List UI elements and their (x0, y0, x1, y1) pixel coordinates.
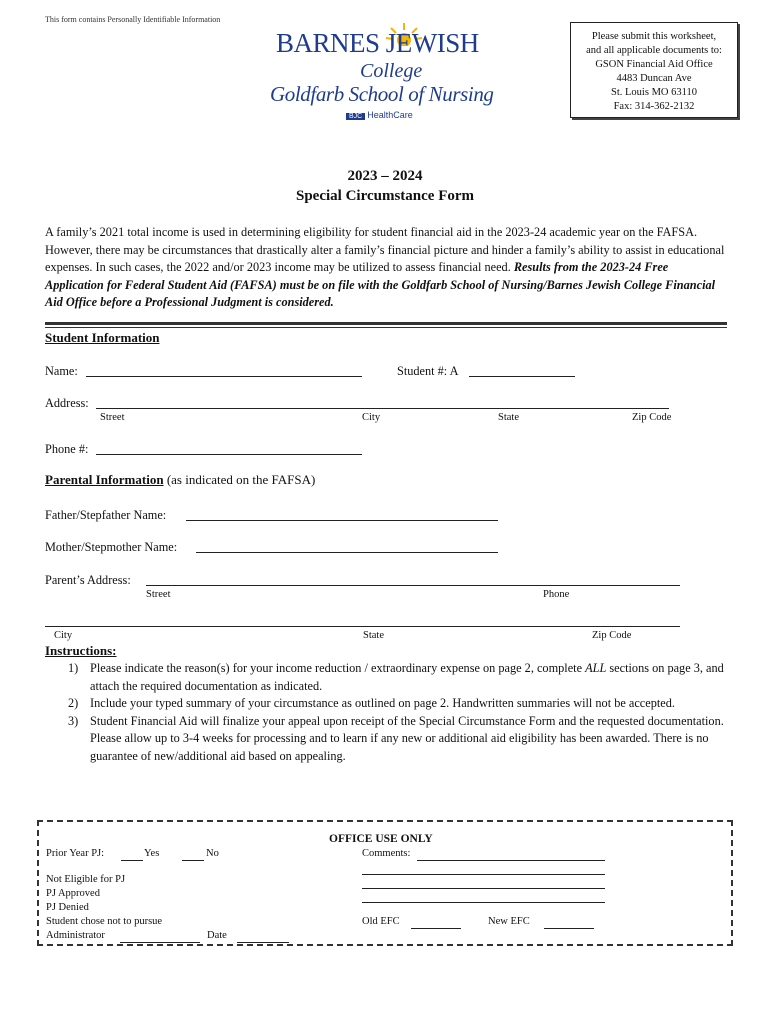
instruction-text-end: sections on page 3, and attach the required documentation as indicated. (90, 661, 724, 693)
logo-healthcare: HealthCare (367, 110, 413, 120)
administrator-field[interactable] (120, 942, 200, 943)
prior-year-no-field[interactable] (182, 860, 204, 861)
parent-address-field[interactable] (146, 585, 680, 586)
logo-line-1: BARNES JEWISH (276, 28, 479, 58)
name-field[interactable] (86, 376, 362, 377)
mother-name-field[interactable] (196, 552, 498, 553)
old-efc-label: Old EFC (362, 916, 400, 927)
instruction-text: Student Financial Aid will finalize your appeal upon receipt of the Special Circumstance Form and the requested documentation. Please allow up to 3-4 weeks for processing and to learn if any new or additional aid eligibility has been awarded. There is no guarantee of new/additional aid based on appealing. (90, 713, 724, 763)
parent-state-caption: State (363, 630, 384, 641)
college-logo (268, 22, 500, 126)
submit-line: St. Louis MO 63110 (611, 87, 697, 98)
form-year: 2023 – 2024 (347, 168, 423, 184)
father-name-field[interactable] (186, 520, 498, 521)
instruction-text: Please indicate the reason(s) for your income reduction / extraordinary expense on page 2, complete (90, 661, 586, 675)
parent-info-heading: Parental Information (45, 472, 164, 487)
comments-line-1[interactable] (417, 860, 605, 861)
divider-thin (45, 327, 727, 328)
comments-line-4[interactable] (362, 902, 605, 903)
address-label: Address: (45, 396, 89, 410)
office-use-box (37, 820, 733, 946)
submit-line: and all applicable documents to: (586, 45, 722, 56)
form-title: Special Circumstance Form (295, 188, 475, 204)
parent-city-caption: City (54, 630, 73, 641)
submit-line: Fax: 314-362-2132 (613, 101, 695, 112)
instruction-item (45, 713, 725, 766)
father-label: Father/Stepfather Name: (45, 508, 167, 522)
instruction-number: 1) (68, 661, 79, 675)
submit-address-box (570, 22, 738, 118)
instruction-text: Include your typed summary of your circumstance as outlined on page 2. Handwritten summaries will not be accepted. (90, 696, 675, 710)
prior-year-yes-field[interactable] (121, 860, 143, 861)
logo-line-2: College (360, 60, 423, 82)
student-number-label: Student #: A (397, 364, 459, 378)
instruction-number: 2) (68, 696, 79, 710)
comments-line-2[interactable] (362, 874, 605, 875)
not-pursue-label: Student chose not to pursue (46, 916, 163, 927)
pii-notice: This form contains Personally Identifiable Information (45, 15, 221, 24)
prior-year-yes-label: Yes (144, 848, 160, 859)
instruction-item (45, 695, 725, 713)
intro-paragraph (45, 224, 725, 312)
comments-line-3[interactable] (362, 888, 605, 889)
prior-year-no-label: No (206, 848, 219, 859)
submit-line: 4483 Duncan Ave (616, 73, 692, 84)
instruction-item (45, 660, 725, 695)
parent-zip-caption: Zip Code (592, 630, 632, 641)
intro-bold-note: Results from the 2023-24 Free Application for Federal Student Aid (FAFSA) must be on file with the Goldfarb School of Nursing/Barnes Jewish College Financial Aid Office before a Professional Judgment is considered. (45, 260, 716, 309)
administrator-label: Administrator (46, 930, 105, 941)
date-label: Date (207, 930, 227, 941)
instructions-heading: Instructions: (45, 643, 117, 658)
new-efc-label: New EFC (488, 916, 530, 927)
comments-label: Comments: (362, 848, 411, 859)
intro-text: A family’s 2021 total income is used in determining eligibility for student financial aid in the 2023-24 academic year on the FAFSA. However, there may be circumstances that drastically alter a family’s financial picture and hinder a family’s ability to assist in educational expenses. In such cases, the 2022 and/or 2023 income may be utilized to assess financial need. (45, 225, 725, 274)
student-info-heading: Student Information (45, 330, 160, 345)
parent-phone-caption: Phone (543, 589, 570, 600)
logo-badge: BJC (346, 113, 365, 120)
logo-line-3: Goldfarb School of Nursing (270, 82, 494, 106)
date-field[interactable] (237, 942, 289, 943)
mother-label: Mother/Stepmother Name: (45, 540, 178, 554)
instruction-emphasis: ALL (585, 661, 607, 675)
phone-label: Phone #: (45, 442, 89, 456)
address-field[interactable] (96, 408, 669, 409)
prior-year-label: Prior Year PJ: (46, 848, 105, 859)
name-label: Name: (45, 364, 78, 378)
new-efc-field[interactable] (544, 928, 594, 929)
submit-line: Please submit this worksheet, (591, 31, 717, 42)
parent-city-state-zip-field[interactable] (45, 626, 680, 627)
address-state-caption: State (498, 412, 519, 423)
divider-thick (45, 322, 727, 325)
parent-info-note: (as indicated on the FAFSA) (166, 472, 316, 487)
parent-street-caption: Street (146, 589, 171, 600)
instruction-number: 3) (68, 713, 79, 728)
address-zip-caption: Zip Code (632, 412, 672, 423)
old-efc-field[interactable] (411, 928, 461, 929)
parent-info-heading-row (45, 472, 315, 488)
pj-approved-label: PJ Approved (46, 888, 100, 899)
office-use-heading: OFFICE USE ONLY (329, 833, 433, 845)
instructions-list (45, 660, 725, 765)
not-eligible-label: Not Eligible for PJ (46, 874, 126, 885)
phone-field[interactable] (96, 454, 362, 455)
pj-denied-label: PJ Denied (46, 902, 89, 913)
submit-line: GSON Financial Aid Office (595, 59, 713, 70)
parent-address-label: Parent’s Address: (45, 573, 131, 587)
logo-line-4 (346, 110, 413, 120)
address-city-caption: City (362, 412, 381, 423)
address-street-caption: Street (100, 412, 125, 423)
student-number-field[interactable] (469, 376, 575, 377)
